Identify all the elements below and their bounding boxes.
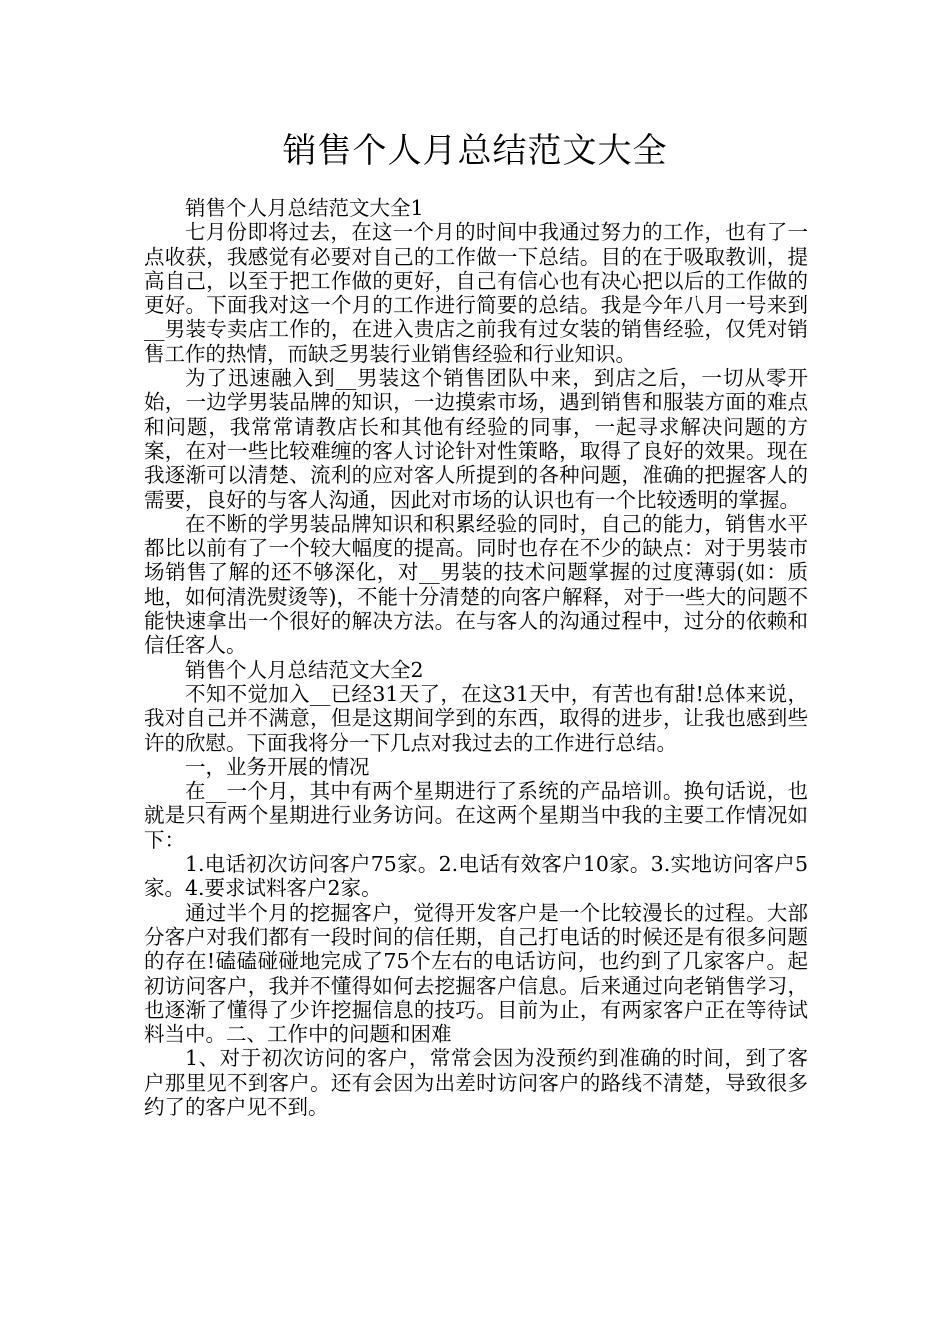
paragraph-client-development: 通过半个月的挖掘客户，觉得开发客户是一个比较漫长的过程。大部分客户对我们都有一段时间的信任期，自己打电话的时候还是有很多问题的存在!磕磕碰碰地完成了75个左右的电话访问，也约到了几家客户。起初访问客户，我并不懂得如何去挖掘客户信息。后来通过向老销售学习，也逐渐了懂得了少许挖掘信息的技巧。目前为止，有两家客户正在等待试料当中。二、工作中的问题和困难 xyxy=(144,900,808,1047)
paragraph-business-intro: 在__一个月，其中有两个星期进行了系统的产品培训。换句话说，也就是只有两个星期进行业务访问。在这两个星期当中我的主要工作情况如下： xyxy=(144,779,808,852)
paragraph-integration: 为了迅速融入到__男装这个销售团队中来，到店之后，一切从零开始，一边学男装品牌的知识，一边摸索市场，遇到销售和服装方面的难点和问题，我常常请教店长和其他有经验的同事，一起寻求解决问题的方案，在对一些比较难缠的客人讨论针对性策略，取得了良好的效果。现在我逐渐可以清楚、流利的应对客人所提到的各种问题，准确的把握客人的需要，良好的与客人沟通，因此对市场的认识也有一个比较透明的掌握。 xyxy=(144,366,808,512)
paragraph-shortcomings: 在不断的学男装品牌知识和积累经验的同时，自己的能力，销售水平都比以前有了一个较大幅度的提高。同时也存在不少的缺点：对于男装市场销售了解的还不够深化，对__男装的技术问题掌握的过度薄弱(如：质地，如何清洗熨烫等)，不能十分清楚的向客户解释，对于一些大的问题不能快速拿出一个很好的解决方法。在与客人的沟通过程中，过分的依赖和信任客人。 xyxy=(144,511,808,658)
paragraph-intro: 七月份即将过去，在这一个月的时间中我通过努力的工作，也有了一点收获，我感觉有必要对自己的工作做一下总结。目的在于吸取教训，提高自己，以至于把工作做的更好，自己有信心也有决心把以后的工作做的更好。下面我对这一个月的工作进行简要的总结。我是今年八月一号来到__男装专卖店工作的，在进入贵店之前我有过女装的销售经验，仅凭对销售工作的热情，而缺乏男装行业销售经验和行业知识。 xyxy=(144,220,808,366)
document-title: 销售个人月总结范文大全 xyxy=(282,131,668,171)
paragraph-problems: 1、对于初次访问的客户，常常会因为没预约到准确的时间，到了客户那里见不到客户。还有会因为出差时访问客户的路线不清楚，导致很多约了的客户见不到。 xyxy=(144,1046,808,1119)
section-heading-2: 销售个人月总结范文大全2 xyxy=(185,657,424,682)
document-body xyxy=(144,196,808,1119)
subheading-business: 一，业务开展的情况 xyxy=(185,754,370,779)
section-heading-1: 销售个人月总结范文大全1 xyxy=(185,196,424,220)
paragraph-overview: 不知不觉加入__已经31天了，在这31天中，有苦也有甜!总体来说，我对自己并不满意，但是这期间学到的东西，取得的进步，让我也感到些许的欣慰。下面我将分一下几点对我过去的工作进行总结。 xyxy=(144,681,808,755)
paragraph-stats: 1.电话初次访问客户75家。2.电话有效客户10家。3.实地访问客户5家。4.要求试料客户2家。 xyxy=(144,852,808,901)
